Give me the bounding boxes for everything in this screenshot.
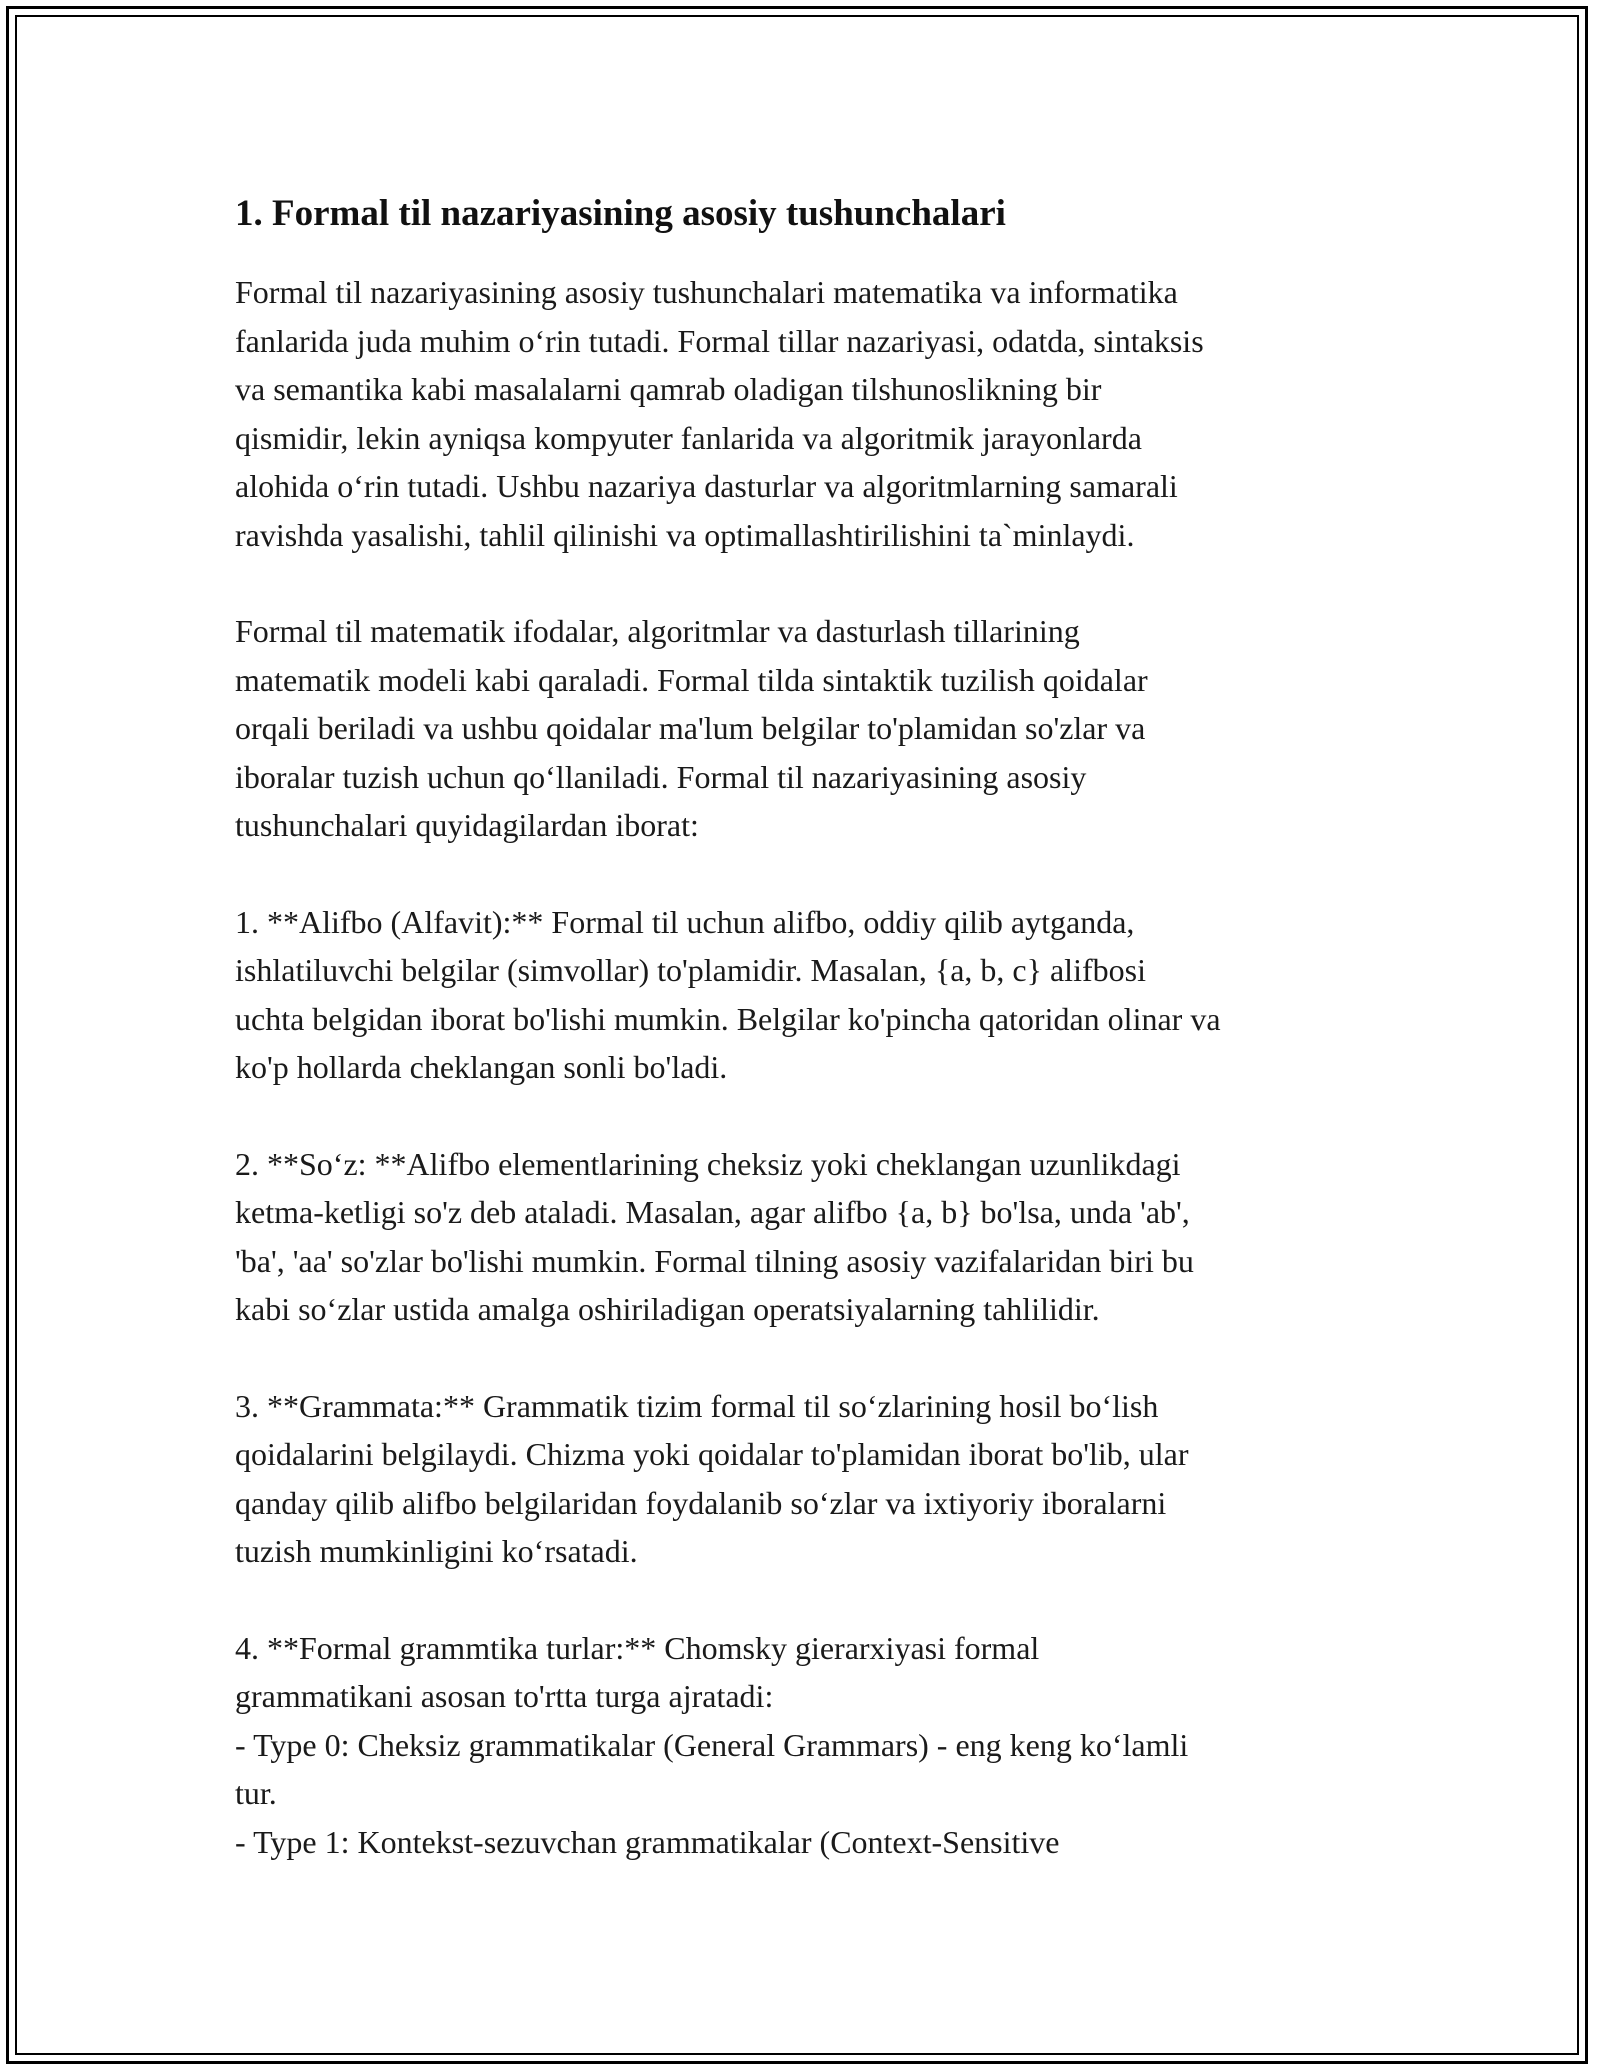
document-title: 1. Formal til nazariyasining asosiy tushunchalari [235,193,1006,234]
paragraph-alphabet: 1. **Alifbo (Alfavit):** Formal til uchun alifbo, oddiy qilib aytganda, ishlatiluvchi belgilar (simvollar) to'plamidir. Masalan, {a, b, c} alifbosi uchta belgidan iborat bo'lishi mumkin. Belgilar ko'pincha qatoridan olinar va ko'p hollarda cheklangan sonli bo'ladi. [235,903,1221,1085]
paragraph-intro: Formal til nazariyasining asosiy tushunchalari matematika va informatika fanlarida juda muhim o‘rin tutadi. Formal tillar nazariyasi, odatda, sintaksis va semantika kabi masalalarni qamrab oladigan tilshunoslikning bir qismidir, lekin ayniqsa kompyuter fanlarida va algoritmik jarayonlarda alohida o‘rin tutadi. Ushbu nazariya dasturlar va algoritmlarning samarali ravishda yasalishi, tahlil qilinishi va optimallashtirilishini ta`minlaydi. [235,274,1204,553]
paragraph-word: 2. **So‘z: **Alifbo elementlarining cheksiz yoki cheklangan uzunlikdagi ketma-ketligi so'z deb ataladi. Masalan, agar alifbo {a, b} bo'lsa, unda 'ab', 'ba', 'aa' so'zlar bo'lishi mumkin. Formal tilning asosiy vazifalaridan biri bu kabi so‘zlar ustida amalga oshiriladigan operatsiyalarning tahlilidir. [235,1145,1194,1327]
paragraph-grammar: 3. **Grammata:** Grammatik tizim formal til so‘zlarining hosil bo‘lish qoidalarini belgilaydi. Chizma yoki qoidalar to'plamidan iborat bo'lib, ular qanday qilib alifbo belgilaridan foydalanib so‘zlar va ixtiyoriy iboralarni tuzish mumkinligini ko‘rsatadi. [235,1387,1189,1569]
document-body [235,188,1375,1866]
paragraph-grammar-types: 4. **Formal grammtika turlar:** Chomsky gierarxiyasi formal grammatikani asosan to'rtta turga ajratadi: - Type 0: Cheksiz grammatikalar (General Grammars) - eng keng ko‘lamli tur. - Type 1: Kontekst-sezuvchan grammatikalar (Context-Sensitive [235,1629,1189,1860]
paragraph-definition: Formal til matematik ifodalar, algoritmlar va dasturlash tillarining matematik modeli kabi qaraladi. Formal tilda sintaktik tuzilish qoidalar orqali beriladi va ushbu qoidalar ma'lum belgilar to'plamidan so'zlar va iboralar tuzish uchun qo‘llaniladi. Formal til nazariyasining asosiy tushunchalari quyidagilardan iborat: [235,613,1148,843]
